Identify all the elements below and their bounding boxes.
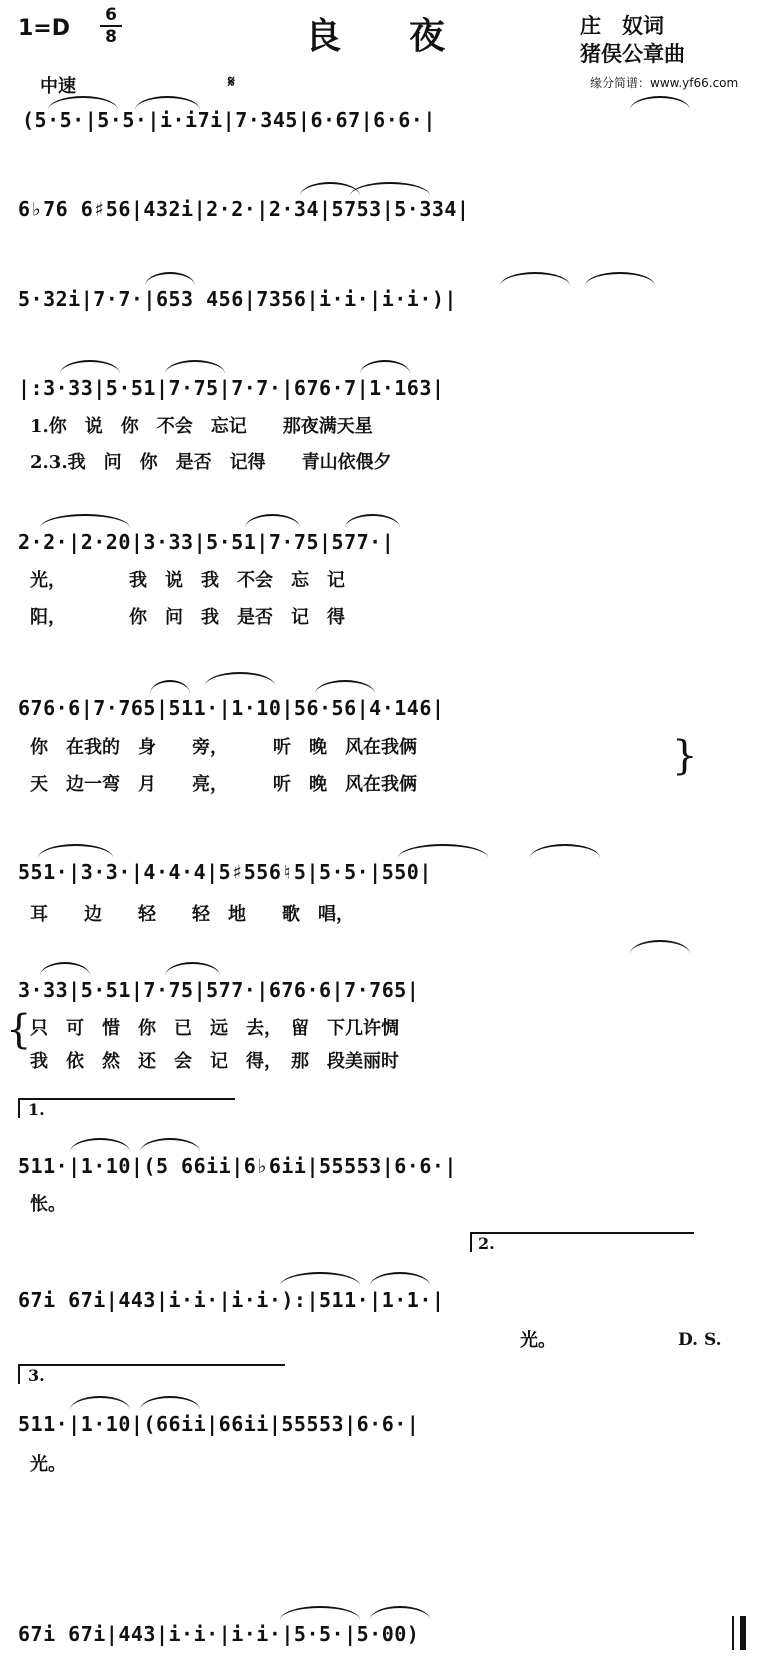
lyric-line-3: 光， 我 说 我 不会 忘 记 bbox=[30, 570, 345, 591]
final-barline-thick bbox=[740, 1616, 746, 1650]
notation-line-7: 551·|3·3·|4·4·4|5♯556♮5|5·5·|550| bbox=[18, 860, 432, 884]
notation-line-5: 2·2·|2·20|3·33|5·51|7·75|577·| bbox=[18, 530, 395, 554]
time-signature bbox=[100, 6, 122, 46]
tie-arc bbox=[38, 844, 113, 858]
volta-1-label: 1. bbox=[28, 1100, 45, 1119]
tie-arc bbox=[360, 360, 410, 374]
notation-line-12: 67i 67i|443|i·i·|i·i·|5·5·|5·00) bbox=[18, 1622, 420, 1646]
verse-brace: } bbox=[672, 733, 698, 779]
tie-arc bbox=[630, 940, 690, 954]
tempo-marking: 中速 bbox=[40, 76, 76, 97]
tie-arc bbox=[40, 962, 90, 976]
tie-arc bbox=[500, 272, 570, 286]
lyric-line-6: 天 边一弯 月 亮， 听 晚 风在我俩 bbox=[30, 774, 417, 795]
tie-arc bbox=[315, 680, 375, 694]
lyric-line-5: 你 在我的 身 旁， 听 晚 风在我俩 bbox=[30, 737, 417, 758]
tie-arc bbox=[398, 844, 488, 858]
tie-arc bbox=[370, 1606, 430, 1620]
tie-arc bbox=[630, 96, 690, 110]
notation-line-3: 5·32i|7·7·|653 456|7356|i·i·|i·i·)| bbox=[18, 287, 457, 311]
tie-arc bbox=[145, 272, 195, 286]
tie-arc bbox=[70, 1396, 130, 1410]
volta-bracket-2 bbox=[470, 1232, 694, 1252]
tie-arc bbox=[40, 514, 130, 528]
lyric-line-1: 1.你 说 你 不会 忘记 那夜满天星 bbox=[30, 416, 373, 437]
lyric-line-8: 只 可 惜 你 已 远 去， 留 下几许惆 bbox=[30, 1018, 399, 1039]
tie-arc bbox=[205, 672, 275, 686]
meter-bottom: 8 bbox=[105, 27, 117, 47]
final-barline-thin bbox=[732, 1616, 734, 1650]
volta-3-label: 3. bbox=[28, 1366, 45, 1385]
notation-line-4: |:3·33|5·51|7·75|7·7·|676·7|1·163| bbox=[18, 376, 445, 400]
tie-arc bbox=[150, 680, 190, 694]
tie-arc bbox=[140, 1396, 200, 1410]
key-signature: 1=D bbox=[18, 16, 71, 41]
verse-brace: { bbox=[6, 1007, 32, 1053]
lyric-line-9: 我 依 然 还 会 记 得， 那 段美丽时 bbox=[30, 1051, 399, 1072]
notation-line-2: 6♭76 6♯56|432i|2·2·|2·34|5753|5·334| bbox=[18, 197, 470, 221]
tie-arc bbox=[70, 1138, 130, 1152]
tie-arc bbox=[345, 514, 400, 528]
tie-arc bbox=[48, 96, 118, 110]
notation-line-8: 3·33|5·51|7·75|577·|676·6|7·765| bbox=[18, 978, 420, 1002]
volta-2-label: 2. bbox=[478, 1234, 495, 1253]
notation-line-10: 67i 67i|443|i·i·|i·i·):|511·|1·1·| bbox=[18, 1288, 445, 1312]
lyric-line-11: 光。 bbox=[520, 1330, 556, 1351]
tie-arc bbox=[280, 1272, 360, 1286]
tie-arc bbox=[245, 514, 300, 528]
tie-arc bbox=[585, 272, 655, 286]
lyric-line-7: 耳 边 轻 轻 地 歌 唱， bbox=[30, 904, 354, 925]
lyricist-credit: 庄 奴词 bbox=[580, 13, 664, 38]
segno-icon: 𝄋 bbox=[228, 72, 235, 91]
notation-line-9: 511·|1·10|(5 66ii|6♭6ii|55553|6·6·| bbox=[18, 1154, 457, 1178]
lyric-line-12: 光。 bbox=[30, 1454, 66, 1475]
volta-bracket-3 bbox=[18, 1364, 285, 1384]
volta-bracket-1 bbox=[18, 1098, 235, 1118]
notation-line-11: 511·|1·10|(66ii|66ii|55553|6·6·| bbox=[18, 1412, 420, 1436]
song-title: 良夜 bbox=[305, 15, 514, 57]
lyric-line-4: 阳， 你 问 我 是否 记 得 bbox=[30, 607, 345, 628]
notation-line-6: 676·6|7·765|511·|1·10|56·56|4·146| bbox=[18, 696, 445, 720]
tie-arc bbox=[350, 182, 430, 196]
dal-segno-marking: D. S. bbox=[678, 1330, 722, 1350]
tie-arc bbox=[60, 360, 120, 374]
tie-arc bbox=[530, 844, 600, 858]
tie-arc bbox=[165, 962, 220, 976]
source-watermark: 缘分简谱：www.yf66.com bbox=[590, 76, 739, 90]
tie-arc bbox=[140, 1138, 200, 1152]
lyric-line-10: 怅。 bbox=[30, 1194, 66, 1215]
notation-line-1: (5·5·|5·5·|i·i7i|7·345|6·67|6·6·| bbox=[22, 108, 436, 132]
tie-arc bbox=[165, 360, 225, 374]
tie-arc bbox=[280, 1606, 360, 1620]
tie-arc bbox=[370, 1272, 430, 1286]
composer-credit: 猪俣公章曲 bbox=[580, 41, 685, 66]
lyric-line-2: 2.3.我 问 你 是否 记得 青山依偎夕 bbox=[30, 452, 392, 473]
tie-arc bbox=[135, 96, 200, 110]
meter-top: 6 bbox=[105, 5, 117, 25]
